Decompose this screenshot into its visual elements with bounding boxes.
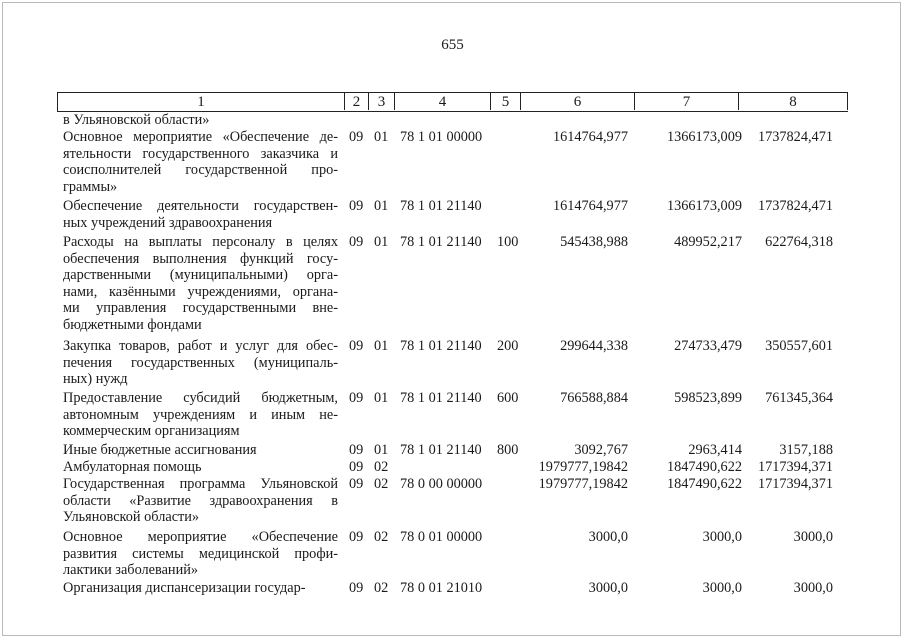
row-c8: 3000,0 [793,529,833,545]
row-c2: 09 [349,459,364,475]
row-name [63,529,338,579]
row-name-line: Организация диспансеризации государ- [63,580,306,596]
row-c8: 761345,364 [765,390,833,406]
row-c2: 09 [349,580,364,596]
row-name-line: печения государственных (муниципаль- [63,354,338,371]
row-c7: 274733,479 [674,338,742,354]
row-c4: 78 1 01 00000 [400,129,483,145]
row-name-line: в Ульяновской области» [63,112,210,128]
row-c2: 09 [349,390,364,406]
row-c6: 1979777,19842 [538,476,628,492]
row-c3: 02 [374,529,389,545]
row-name-line: Ульяновской области» [63,509,200,526]
row-name [63,112,338,129]
row-name [63,442,338,459]
row-c8: 622764,318 [765,234,833,250]
row-name-line: ных) нужд [63,371,128,388]
row-c6: 3092,767 [574,442,628,458]
row-name-line: Основное мероприятие «Обеспечение [63,529,338,545]
row-name-line: граммы» [63,178,118,195]
row-c7: 1366173,009 [666,198,742,214]
header-col-3: 3 [369,93,395,110]
row-c6: 299644,338 [560,338,628,354]
row-c3: 01 [374,390,389,406]
row-name-line: Расходы на выплаты персоналу в целях [63,234,338,250]
row-c4: 78 0 01 21010 [400,580,483,596]
row-name-line: дарственными (муниципальными) орга- [63,267,338,284]
row-c8: 1737824,471 [757,198,833,214]
row-c2: 09 [349,529,364,545]
row-name-line: бюджетными фондами [63,316,202,333]
row-c2: 09 [349,129,364,145]
row-name-line: Закупка товаров, работ и услуг для обес- [63,338,338,354]
row-name [63,459,338,476]
row-c3: 01 [374,442,389,458]
row-c3: 01 [374,198,389,214]
row-c3: 01 [374,129,389,145]
row-c3: 02 [374,476,389,492]
row-name-line: коммерческим организациям [63,423,240,440]
row-c6: 545438,988 [560,234,628,250]
row-name-line: Амбулаторная помощь [63,459,202,475]
row-c6: 1614764,977 [552,129,628,145]
row-c4: 78 0 01 00000 [400,529,483,545]
row-c2: 09 [349,198,364,214]
row-c4: 78 1 01 21140 [400,198,482,214]
row-name-line: Государственная программа Ульяновской [63,476,338,492]
header-col-1: 1 [58,93,345,110]
row-c6: 766588,884 [560,390,628,406]
row-c5: 200 [497,338,519,354]
row-c8: 3157,188 [779,442,833,458]
row-name-line: нами, казёнными учреждениями, органа- [63,283,338,300]
header-col-6: 6 [521,93,635,110]
row-c7: 1847490,622 [666,459,742,475]
row-name-line: обеспечения выполнения функций госу- [63,250,338,267]
row-name-line: Предоставление субсидий бюджетным, [63,390,338,406]
row-name [63,580,338,597]
row-c3: 01 [374,234,389,250]
row-c5: 100 [497,234,519,250]
row-c8: 1717394,371 [757,476,833,492]
row-c7: 598523,899 [674,390,742,406]
row-name [63,129,338,195]
row-c4: 78 1 01 21140 [400,234,482,250]
row-c4: 78 1 01 21140 [400,390,482,406]
row-c8: 1717394,371 [757,459,833,475]
row-c4: 78 0 00 00000 [400,476,483,492]
row-c6: 1614764,977 [552,198,628,214]
row-name [63,338,338,388]
header-col-8: 8 [739,93,848,110]
page-number: 655 [441,37,464,53]
row-c8: 1737824,471 [757,129,833,145]
row-c2: 09 [349,338,364,354]
row-c8: 3000,0 [793,580,833,596]
row-c6: 1979777,19842 [538,459,628,475]
row-c3: 02 [374,580,389,596]
row-name-line: области «Развитие здравоохранения в [63,492,338,509]
row-c2: 09 [349,476,364,492]
row-c3: 01 [374,338,389,354]
row-c7: 1366173,009 [666,129,742,145]
row-name-line: ятельности государственного заказчика и [63,145,338,162]
row-name-line: соисполнителей государственной про- [63,162,338,179]
row-name-line: автономным учреждениям и иным не- [63,406,338,423]
row-c5: 800 [497,442,519,458]
row-name [63,234,338,334]
row-c5: 600 [497,390,519,406]
row-c7: 2963,414 [688,442,742,458]
header-col-7: 7 [635,93,739,110]
row-name-line: ных учреждений здравоохранения [63,214,273,231]
row-name-line: ми управления государственными вне- [63,300,338,317]
row-name [63,476,338,526]
row-name [63,198,338,231]
row-c8: 350557,601 [765,338,833,354]
row-c4: 78 1 01 21140 [400,442,482,458]
table-header [57,92,848,112]
row-name [63,390,338,440]
header-col-5: 5 [491,93,521,110]
row-c7: 3000,0 [702,580,742,596]
row-c7: 3000,0 [702,529,742,545]
row-name-line: лактики заболеваний» [63,562,199,579]
row-name-line: Обеспечение деятельности государствен- [63,198,338,214]
row-c4: 78 1 01 21140 [400,338,482,354]
row-c3: 02 [374,459,389,475]
header-col-4: 4 [395,93,491,110]
row-c7: 1847490,622 [666,476,742,492]
row-c2: 09 [349,442,364,458]
row-name-line: развития системы медицинской профи- [63,545,338,562]
row-c6: 3000,0 [588,529,628,545]
row-name-line: Основное мероприятие «Обеспечение де- [63,129,338,145]
header-col-2: 2 [345,93,369,110]
row-c2: 09 [349,234,364,250]
row-c6: 3000,0 [588,580,628,596]
row-c7: 489952,217 [674,234,742,250]
row-name-line: Иные бюджетные ассигнования [63,442,257,458]
